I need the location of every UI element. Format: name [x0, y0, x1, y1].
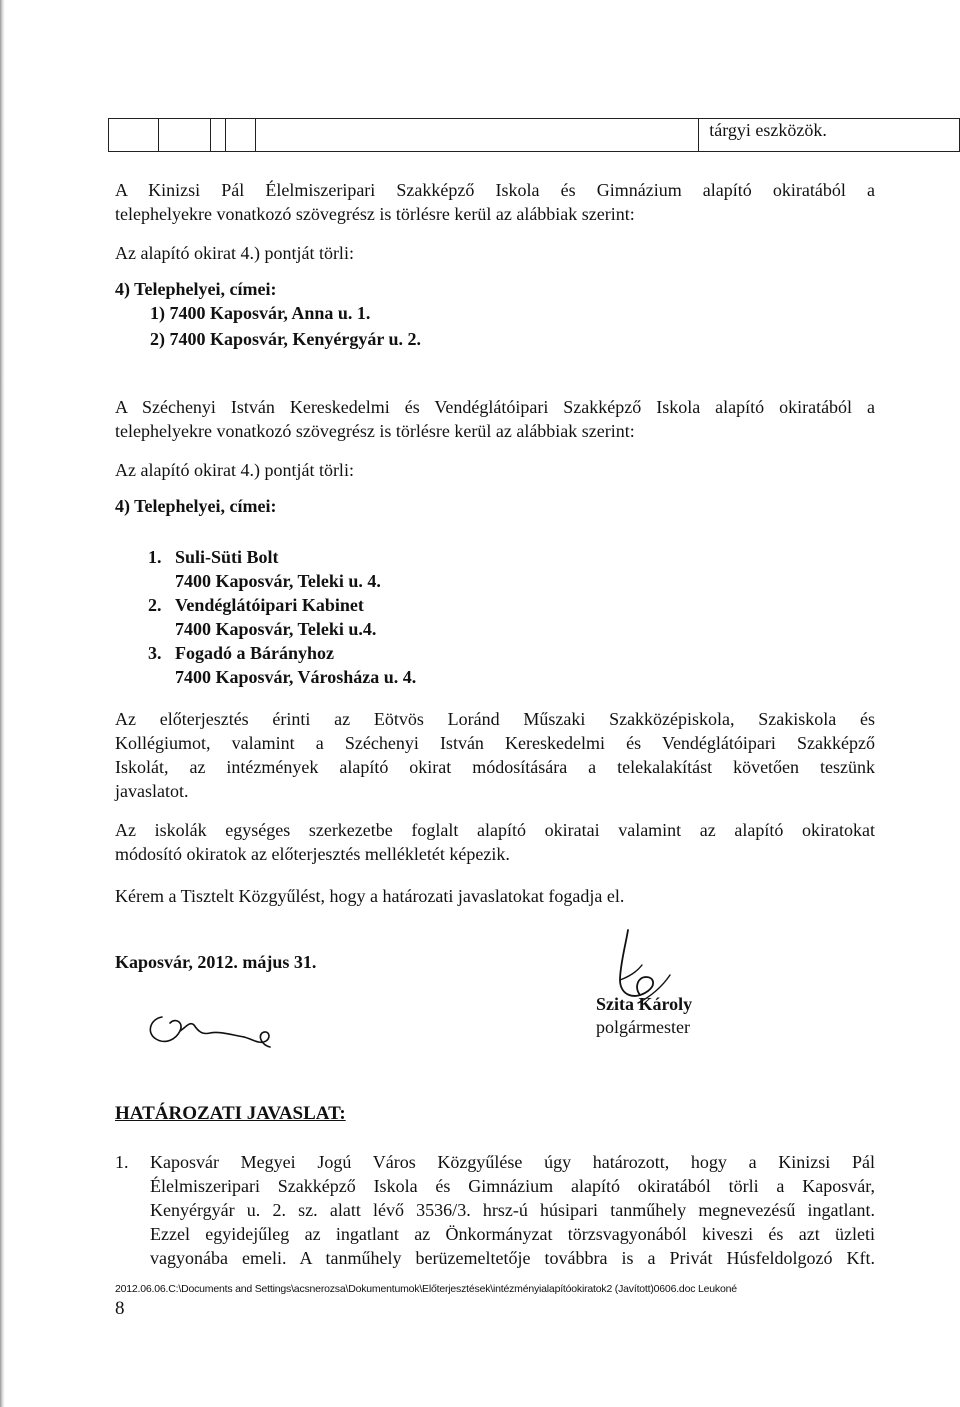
top-table-fragment	[108, 118, 960, 152]
page-number: 8	[115, 1298, 125, 1319]
text-line: Kollégiumot, valamint a Széchenyi István Kereskedelmi és Vendéglátóipari Szakképző	[115, 733, 875, 753]
table-cell	[159, 119, 211, 152]
date-place: Kaposvár, 2012. május 31.	[115, 952, 317, 972]
list-num: 2.	[148, 595, 162, 615]
item-address: 7400 Kaposvár, Teleki u.4.	[175, 619, 377, 639]
table-cell	[255, 119, 699, 152]
paragraph-okiratok	[115, 818, 875, 866]
table-cell	[211, 119, 226, 152]
list-item-body	[175, 545, 381, 593]
text-line: Iskolát, az intézmények alapító okirat módosítására a telekalakítást követően teszünk	[115, 757, 875, 777]
intro-kinizsi: Az alapító okirat 4.) pontját törli:	[115, 243, 354, 263]
item-address: 7400 Kaposvár, Városháza u. 4.	[175, 667, 417, 687]
signer-title: polgármester	[596, 1017, 690, 1037]
list-item	[148, 593, 162, 617]
text-line: vagyonába emeli. A tanműhely berüzemeltetője továbbra is a Privát Húsfeldolgozó Kft.	[150, 1248, 875, 1268]
list-num: 3.	[148, 643, 162, 663]
text-line: A Széchenyi István Kereskedelmi és Vendéglátóipari Szakképző Iskola alapító okiratából a	[115, 397, 875, 417]
text-line: Élelmiszeripari Szakképző Iskola és Gimnázium alapító okiratából törli a Kaposvár,	[150, 1176, 875, 1196]
text-line: telephelyekre vonatkozó szövegrész is törlésre kerül az alábbiak szerint:	[115, 204, 635, 224]
text-line: telephelyekre vonatkozó szövegrész is törlésre kerül az alábbiak szerint:	[115, 421, 635, 441]
resolution-heading: HATÁROZATI JAVASLAT:	[115, 1103, 346, 1124]
intro-szechenyi: Az alapító okirat 4.) pontját törli:	[115, 460, 354, 480]
resolution-text	[150, 1150, 875, 1270]
list-num: 1.	[148, 547, 162, 567]
paragraph-kinizsi	[115, 178, 875, 226]
text-line: Az iskolák egységes szerkezetbe foglalt alapító okiratai valamint az alapító okiratokat	[115, 820, 875, 840]
text-line: A Kinizsi Pál Élelmiszeripari Szakképző Iskola és Gimnázium alapító okiratából a	[115, 180, 875, 200]
signer-name: Szita Károly	[596, 994, 693, 1014]
text-line: javaslatot.	[115, 781, 189, 801]
paragraph-szechenyi	[115, 395, 875, 443]
scan-edge	[0, 0, 5, 1407]
text-line: módosító okiratok az előterjesztés mellékletét képezik.	[115, 844, 510, 864]
table-cell	[226, 119, 255, 152]
resolution-num: 1.	[115, 1152, 129, 1172]
table-cell	[109, 119, 159, 152]
item-name: Suli-Süti Bolt	[175, 547, 279, 567]
text-line: Kaposvár Megyei Jogú Város Közgyűlése úgy határozott, hogy a Kinizsi Pál	[150, 1152, 875, 1172]
list-item-body	[175, 641, 416, 689]
footer-file-path: 2012.06.06.C:\Documents and Settings\acsnerozsa\Dokumentumok\Előterjesztések\intézményialapítóokiratok2 (Javított)0606.doc Leukoné	[115, 1283, 737, 1295]
list-item: 2) 7400 Kaposvár, Kenyérgyár u. 2.	[150, 329, 422, 349]
text-line: Az előterjesztés érinti az Eötvös Loránd Műszaki Szakközépiskola, Szakiskola és	[115, 709, 875, 729]
paragraph-request: Kérem a Tisztelt Közgyűlést, hogy a határozati javaslatokat fogadja el.	[115, 886, 625, 906]
heading-telephelyei-1: 4) Telephelyei, címei:	[115, 279, 277, 299]
item-name: Vendéglátóipari Kabinet	[175, 595, 364, 615]
list-item	[148, 545, 162, 569]
text-line: Kenyérgyár u. 2. sz. alatt lévő 3536/3. hrsz-ú húsipari tanműhely megnevezésű ingatlant.	[150, 1200, 875, 1220]
item-address: 7400 Kaposvár, Teleki u. 4.	[175, 571, 381, 591]
paragraph-eotvos	[115, 707, 875, 803]
table-cell-text: tárgyi eszközök.	[699, 119, 960, 152]
initials-signature	[140, 1005, 290, 1055]
heading-telephelyei-2: 4) Telephelyei, címei:	[115, 496, 277, 516]
item-name: Fogadó a Bárányhoz	[175, 643, 335, 663]
list-item: 1) 7400 Kaposvár, Anna u. 1.	[150, 303, 371, 323]
list-item-body	[175, 593, 376, 641]
list-item	[148, 641, 162, 665]
text-line: Ezzel egyidejűleg az ingatlant az Önkormányzat törzsvagyonából kiveszi és azt üzleti	[150, 1224, 875, 1244]
